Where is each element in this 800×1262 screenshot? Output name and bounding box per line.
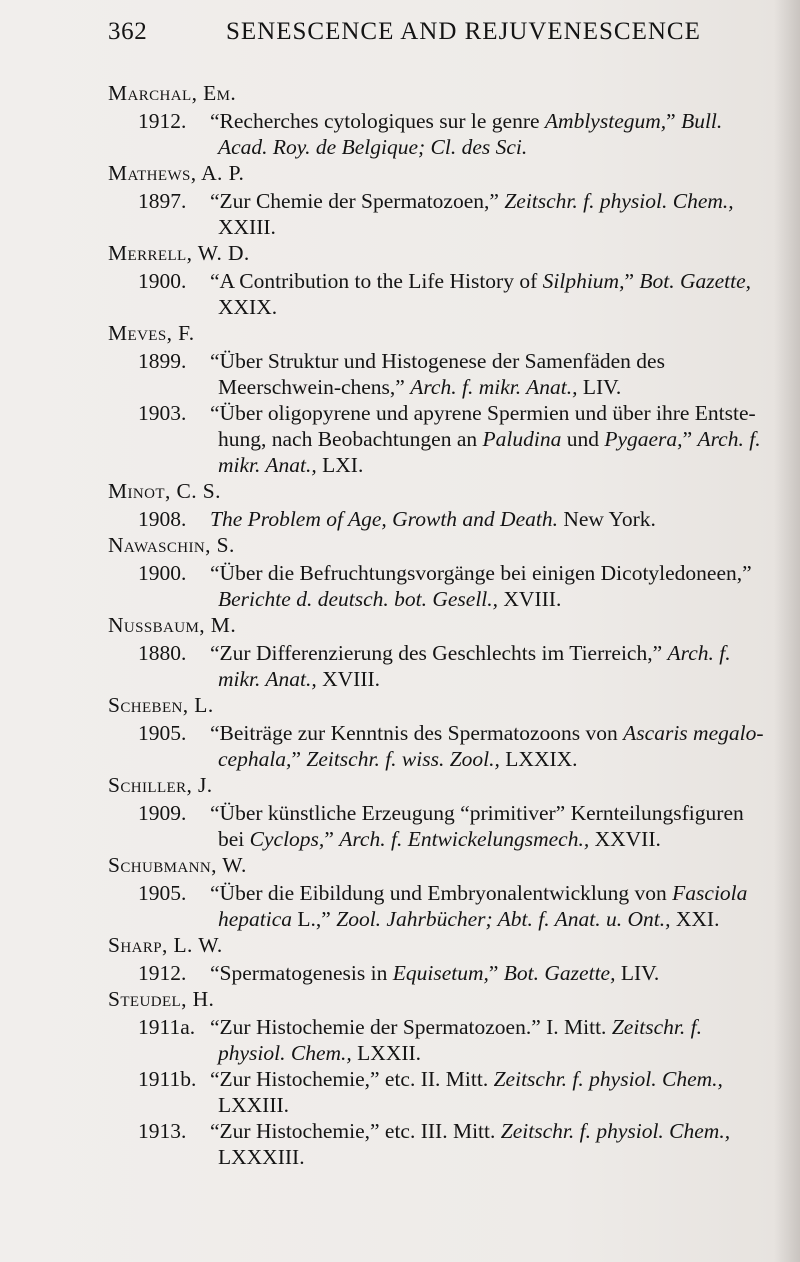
ref-title-italic: Paludina (482, 427, 562, 451)
page-edge-shadow (774, 0, 800, 1262)
reference (108, 1118, 768, 1170)
ref-source: Zeitschr. f. physiol. Chem., (493, 1067, 723, 1091)
ref-year: 1900. (138, 269, 187, 293)
ref-source: Zeitschr. f. physiol. Chem., (218, 1015, 703, 1065)
ref-source: The Problem of Age, Growth and Death. (210, 507, 558, 531)
ref-year: 1913. (138, 1119, 187, 1143)
ref-title-italic: Ascaris megalo-cephala, (218, 721, 764, 771)
ref-title-end: ” (488, 961, 504, 985)
ref-year: 1897. (138, 189, 187, 213)
ref-volume: LXXIX. (499, 747, 578, 771)
ref-title: “Zur Histochemie,” etc. III. Mitt. (210, 1119, 501, 1143)
reference (108, 188, 768, 240)
ref-year: 1899. (138, 349, 187, 373)
author-name: Minot, C. S. (108, 479, 221, 503)
reference (108, 1014, 768, 1066)
running-head: SENESCENCE AND REJUVENESCENCE (226, 18, 701, 45)
ref-title-end: ” (666, 109, 682, 133)
ref-title: “A Contribution to the Life History of (210, 269, 543, 293)
bib-entry (108, 80, 768, 160)
ref-source: Zeitschr. f. physiol. Chem., (500, 1119, 731, 1143)
ref-volume: XXIX. (218, 295, 278, 319)
ref-title: “Zur Histochemie,” etc. II. Mitt. (210, 1067, 494, 1091)
ref-title-end: ” (624, 269, 640, 293)
author-name: Merrell, W. D. (108, 241, 250, 265)
author-name: Meves, F. (108, 321, 195, 345)
reference (108, 1066, 768, 1118)
page-number: 362 (108, 18, 148, 45)
ref-title-italic-2: Pygaera, (604, 427, 683, 451)
ref-year: 1909. (138, 801, 187, 825)
reference (108, 560, 768, 612)
ref-title: “Über Struktur und Histogenese der Samenfäden des Meerschwein-chens,” (210, 349, 665, 399)
reference (108, 800, 768, 852)
ref-volume: LXI. (316, 453, 364, 477)
reference (108, 640, 768, 692)
bibliography (108, 80, 768, 1170)
ref-year: 1911a. (138, 1015, 196, 1039)
ref-title: “Über künstliche Erzeugung “primitiver” Kernteilungsfiguren bei (210, 801, 744, 851)
bib-entry (108, 320, 768, 478)
ref-source: Arch. f. mikr. Anat., (218, 427, 761, 477)
ref-year: 1912. (138, 109, 187, 133)
author-name: Schiller, J. (108, 773, 213, 797)
ref-source: Bot. Gazette, (503, 961, 616, 985)
ref-title-end: und (561, 427, 605, 451)
ref-source: Zeitschr. f. physiol. Chem., (504, 189, 734, 213)
ref-title: “Über oligopyrene und apyrene Spermien und über ihre Entste-hung, nach Beobachtungen an (210, 401, 756, 451)
bib-entry (108, 692, 768, 772)
ref-volume: XXVII. (589, 827, 661, 851)
bib-entry (108, 160, 768, 240)
bib-entry (108, 986, 768, 1170)
ref-year: 1908. (138, 507, 187, 531)
page-header (108, 18, 748, 58)
ref-title-italic: Equisetum, (392, 961, 489, 985)
reference (108, 880, 768, 932)
ref-title: “Beiträge zur Kenntnis des Spermatozoons von (210, 721, 624, 745)
ref-source: Arch. f. mikr. Anat., (218, 641, 731, 691)
ref-volume: LXXXIII. (218, 1145, 305, 1169)
ref-source: Bull. Acad. Roy. de Belgique; Cl. des Sci. (218, 109, 723, 159)
ref-title-italic: Fasciola hepatica (218, 881, 748, 931)
ref-volume: LXXII. (351, 1041, 422, 1065)
ref-volume: XXIII. (218, 215, 276, 239)
author-name: Sharp, L. W. (108, 933, 223, 957)
author-name: Nussbaum, M. (108, 613, 237, 637)
ref-year: 1880. (138, 641, 187, 665)
ref-title: “Spermatogenesis in (210, 961, 393, 985)
ref-volume: New York. (557, 507, 656, 531)
ref-year: 1900. (138, 561, 187, 585)
ref-source: Berichte d. deutsch. bot. Gesell., (218, 587, 499, 611)
ref-title: “Über die Befruchtungsvorgänge bei einigen Dicotyledoneen,” (210, 561, 752, 585)
reference (108, 108, 768, 160)
reference (108, 268, 768, 320)
ref-source: Zool. Jahrbücher; Abt. f. Anat. u. Ont., (336, 907, 671, 931)
ref-year: 1911b. (138, 1067, 197, 1091)
ref-source: Zeitschr. f. wiss. Zool., (306, 747, 500, 771)
ref-source: Bot. Gazette, (639, 269, 752, 293)
ref-year: 1905. (138, 881, 187, 905)
ref-title: “Über die Eibildung und Embryonalentwicklung von (210, 881, 673, 905)
reference (108, 960, 768, 986)
ref-title-italic: Silphium, (542, 269, 625, 293)
ref-source: Arch. f. mikr. Anat., (410, 375, 578, 399)
reference (108, 506, 768, 532)
ref-title-end: ” (291, 747, 307, 771)
ref-title: “Zur Histochemie der Spermatozoen.” I. Mitt. (210, 1015, 612, 1039)
author-name: Scheben, L. (108, 693, 214, 717)
bib-entry (108, 772, 768, 852)
bib-entry (108, 478, 768, 532)
ref-title: “Zur Chemie der Spermatozoen,” (210, 189, 505, 213)
ref-source: Arch. f. Entwickelungsmech., (339, 827, 590, 851)
author-name: Schubmann, W. (108, 853, 247, 877)
author-name: Mathews, A. P. (108, 161, 245, 185)
ref-volume: LIV. (577, 375, 622, 399)
ref-year: 1905. (138, 721, 187, 745)
bib-entry (108, 852, 768, 932)
ref-volume: XVIII. (316, 667, 381, 691)
bib-entry (108, 240, 768, 320)
ref-title-end-2: ” (682, 427, 698, 451)
ref-volume: LIV. (615, 961, 660, 985)
ref-title-italic: Amblystegum, (544, 109, 667, 133)
ref-volume: XVIII. (498, 587, 562, 611)
ref-title-italic: Cyclops, (249, 827, 325, 851)
author-name: Steudel, H. (108, 987, 215, 1011)
ref-year: 1912. (138, 961, 187, 985)
reference (108, 720, 768, 772)
ref-volume: LXXIII. (218, 1093, 290, 1117)
bib-entry (108, 932, 768, 986)
ref-title-end: L.,” (292, 907, 337, 931)
bib-entry (108, 532, 768, 612)
bib-entry (108, 612, 768, 692)
author-name: Nawaschin, S. (108, 533, 235, 557)
ref-title-end: ” (324, 827, 340, 851)
reference (108, 400, 768, 478)
ref-title: “Recherches cytologiques sur le genre (210, 109, 545, 133)
ref-title: “Zur Differenzierung des Geschlechts im Tierreich,” (210, 641, 668, 665)
ref-volume: XXI. (670, 907, 720, 931)
author-name: Marchal, Em. (108, 81, 237, 105)
reference (108, 348, 768, 400)
ref-year: 1903. (138, 401, 187, 425)
